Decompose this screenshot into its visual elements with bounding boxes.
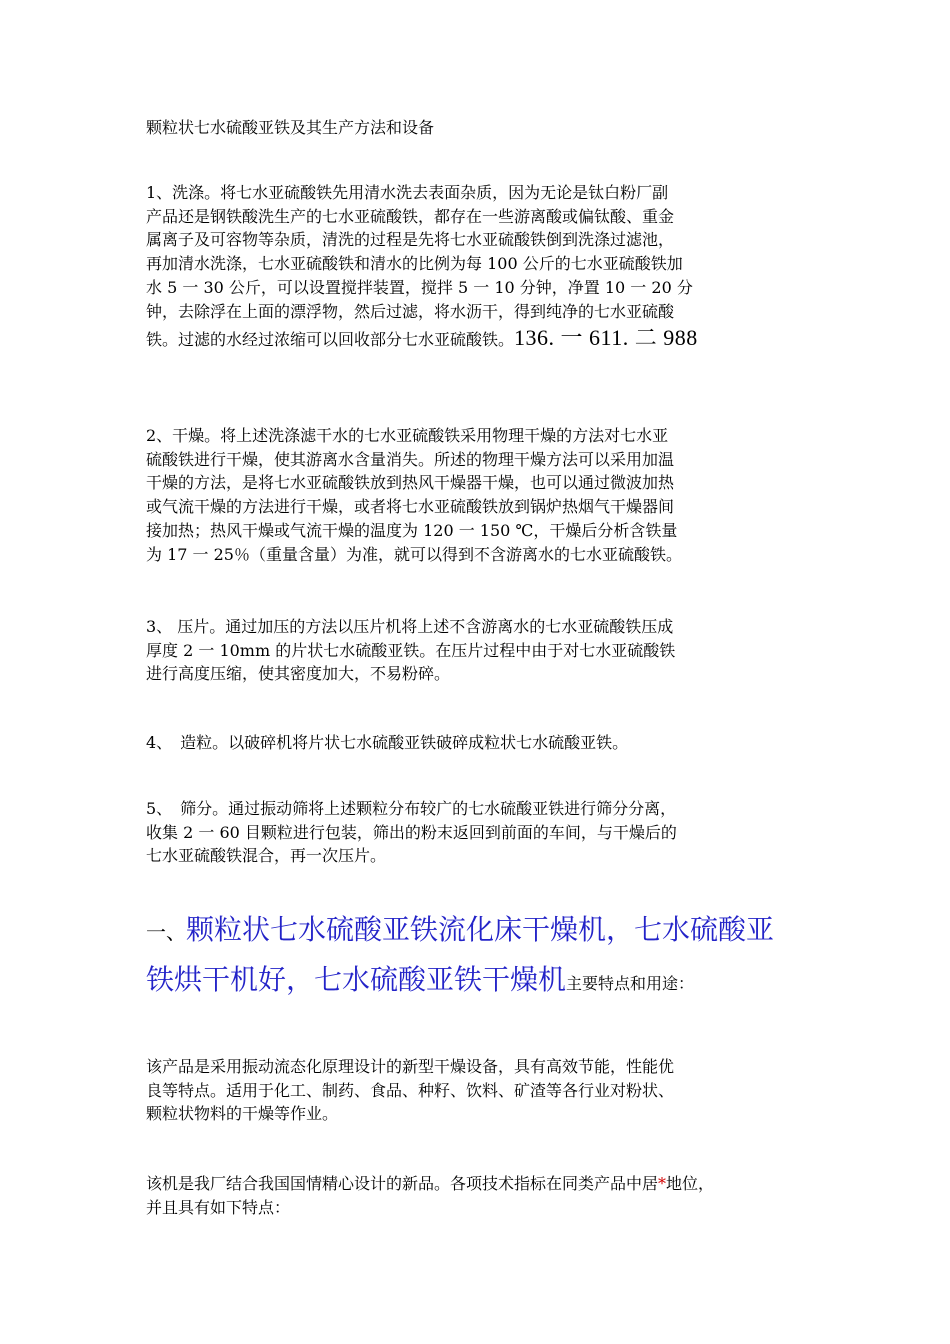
text-line: 硫酸铁进行干燥，使其游离水含量消失。所述的物理干燥方法可以采用加温: [146, 449, 675, 469]
text-line: 4、 造粒。以破碎机将片状七水硫酸亚铁破碎成粒状七水硫酸亚铁。: [146, 733, 629, 752]
text-line: 收集 2 一 60 目颗粒进行包装，筛出的粉末返回到前面的车间，与干燥后的: [146, 822, 677, 842]
text-line: 钟，去除浮在上面的漂浮物，然后过滤，将水沥干，得到纯净的七水亚硫酸: [146, 301, 675, 321]
text-line: 进行高度压缩，使其密度加大，不易粉碎。: [146, 664, 451, 684]
text-line: 接加热；热风干燥或气流干燥的温度为 120 一 150 ℃，干燥后分析含铁量: [146, 520, 678, 540]
text-line: 为 17 一 25％（重量含量）为准，就可以得到不含游离水的七水亚硫酸铁。: [146, 544, 682, 564]
text-line: 1、洗涤。将七水亚硫酸铁先用清水洗去表面杂质，因为无论是钛白粉厂副: [146, 183, 669, 202]
doc-title: 颗粒状七水硫酸亚铁及其生产方法和设备: [146, 118, 435, 137]
text-line: 2、干燥。将上述洗涤滤干水的七水亚硫酸铁采用物理干燥的方法对七水亚: [146, 426, 669, 445]
heading-text-2: 铁烘干机好，七水硫酸亚铁干燥机: [146, 963, 567, 996]
section-3-press: [146, 615, 772, 686]
heading-line-1: [146, 906, 786, 956]
text-line: 颗粒状物料的干燥等作业。: [146, 1104, 339, 1124]
text-line: 或气流干燥的方法进行干燥，或者将七水亚硫酸铁放到锅炉热烟气干燥器间: [146, 497, 675, 517]
text-line: 3、 压片。通过加压的方法以压片机将上述不含游离水的七水亚硫酸铁压成: [146, 617, 674, 636]
contact-number: 136. 一 611. 二 988: [514, 325, 698, 351]
section-5-sieve: [146, 797, 772, 868]
text-line: 该产品是采用振动流态化原理设计的新型干燥设备，具有高效节能，性能优: [146, 1057, 675, 1076]
section-4-granulate: [146, 731, 772, 755]
text-line: 产品还是钢铁酸洗生产的七水亚硫酸铁，都存在一些游离酸或偏钛酸、重金: [146, 206, 675, 226]
text-line: 干燥的方法，是将七水亚硫酸铁放到热风干燥器干燥，也可以通过微波加热: [146, 473, 675, 493]
product-description: [146, 1055, 772, 1126]
heading-suffix: 主要特点和用途：: [566, 974, 695, 993]
text-line: 并且具有如下特点：: [146, 1197, 291, 1217]
star-mark: *: [658, 1174, 667, 1193]
text-line-last: 铁。过滤的水经过浓缩可以回收部分七水亚硫酸铁。: [146, 330, 515, 350]
text-line: [146, 1172, 772, 1196]
product-features-intro: [146, 1172, 772, 1219]
product-heading: [146, 906, 786, 1008]
text-line: 属离子及可容物等杂质，清洗的过程是先将七水亚硫酸铁倒到洗涤过滤池，: [146, 230, 675, 250]
heading-prefix: 一、: [146, 920, 186, 944]
heading-text-1: 颗粒状七水硫酸亚铁流化床干燥机，七水硫酸亚: [186, 913, 775, 946]
heading-line-2: [146, 956, 786, 1008]
text-line: 水 5 一 30 公斤，可以设置搅拌装置，搅拌 5 一 10 分钟，净置 10 一 20 分: [146, 277, 693, 297]
section-2-dry: [146, 424, 772, 566]
text-line: 5、 筛分。通过振动筛将上述颗粒分布较广的七水硫酸亚铁进行筛分分离，: [146, 799, 677, 818]
text-line: 再加清水洗涤，七水亚硫酸铁和清水的比例为每 100 公斤的七水亚硫酸铁加: [146, 254, 683, 274]
text-line: 七水亚硫酸铁混合，再一次压片。: [146, 846, 387, 866]
text-line: [146, 323, 772, 355]
features-text-b: 地位，: [666, 1174, 715, 1193]
section-1-wash: [146, 181, 772, 355]
text-line: 厚度 2 一 10mm 的片状七水硫酸亚铁。在压片过程中由于对七水亚硫酸铁: [146, 640, 676, 660]
text-line: 良等特点。适用于化工、制药、食品、种籽、饮料、矿渣等各行业对粉状、: [146, 1080, 675, 1100]
features-text-a: 该机是我厂结合我国国情精心设计的新品。各项技术指标在同类产品中居: [146, 1174, 659, 1193]
